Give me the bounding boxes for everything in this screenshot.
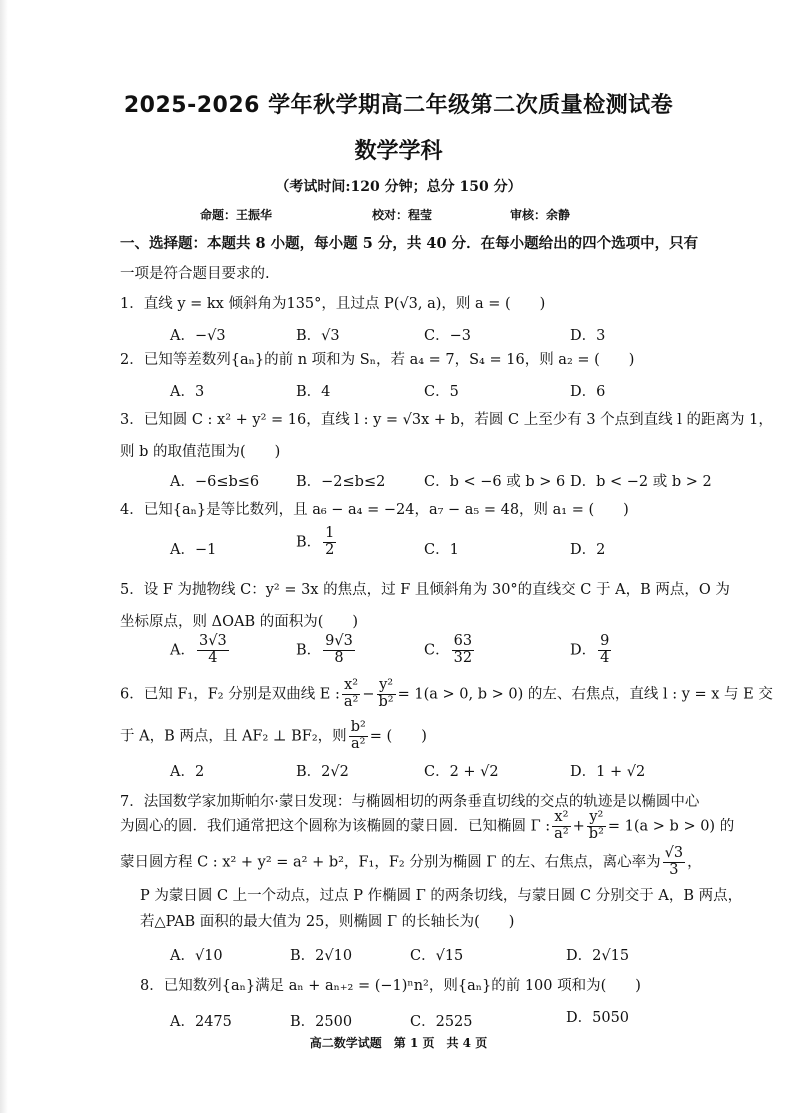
exam-title: 2025-2026 学年秋学期高二年级第二次质量检测试卷 — [123, 93, 674, 118]
q5-option-b-fraction — [323, 634, 355, 667]
q5-stem-line2: 坐标原点，则 ΔOAB 的面积为( ) — [120, 614, 359, 630]
q6-stem-text-b: = 1(a > 0, b > 0) 的左、右焦点，直线 l : y = x 与 E 交 — [397, 686, 773, 703]
section-heading-line1: 一、选择题：本题共 8 小题，每小题 5 分，共 40 分．在每小题给出的四个选项中，只有 — [120, 235, 699, 252]
q6-fraction-y-num: y² — [377, 678, 396, 695]
q3-stem-line1: 3．已知圆 C : x² + y² = 16，直线 l : y = √3x + b，若圆 C 上至少有 3 个点到直线 l 的距离为 1， — [120, 412, 773, 428]
q2-option-d: D．6 — [570, 384, 606, 400]
q6-option-c: C．2 + √2 — [424, 764, 499, 780]
q5-option-d-label: D． — [570, 642, 597, 659]
q7-option-d: D．2√15 — [566, 948, 630, 964]
q6-fraction-ratio — [349, 720, 368, 753]
q6-stem2-text-a: 于 A，B 两点，且 AF₂ ⊥ BF₂，则 — [120, 728, 347, 745]
q6-minus: − — [362, 686, 375, 703]
q7-option-b: B．2√10 — [290, 948, 353, 964]
q7-stem-line4: P 为蒙日圆 C 上一个动点，过点 P 作椭圆 Γ 的两条切线，与蒙日圆 C 分别交于 A，B 两点， — [140, 888, 743, 904]
q3-option-b: B．−2≤b≤2 — [296, 474, 386, 490]
q7-stem3-text-a: 蒙日圆方程 C : x² + y² = a² + b²，F₁，F₂ 分别为椭圆 Γ 的左、右焦点，离心率为 — [120, 854, 661, 871]
q3-option-d: D．b < −2 或 b > 2 — [570, 474, 712, 490]
q7-stem-line5: 若△PAB 面积的最大值为 25，则椭圆 Γ 的长轴长为( ) — [140, 914, 515, 930]
q6-stem-line2 — [120, 720, 427, 753]
q7-fraction-x-den: a² — [554, 825, 569, 842]
q5-option-b — [296, 634, 357, 667]
q7-option-a: A．√10 — [170, 948, 223, 964]
q5-option-b-denominator: 8 — [334, 649, 344, 666]
q4-option-b-numerator: 1 — [325, 525, 335, 541]
scan-edge — [0, 0, 8, 1113]
q3-option-c: C．b < −6 或 b > 6 — [424, 474, 566, 490]
q7-fraction-y — [587, 810, 606, 843]
q6-stem-text-a: 6．已知 F₁，F₂ 分别是双曲线 E : — [120, 686, 340, 703]
section-heading-line2: 一项是符合题目要求的. — [120, 266, 270, 282]
subject-title: 数学学科 — [354, 139, 443, 164]
q4-option-b-denominator: 2 — [325, 541, 335, 558]
q6-fraction-x-den: a² — [343, 693, 359, 710]
setter: 命题：王振华 — [200, 208, 273, 222]
q7-stem-line3 — [120, 846, 702, 879]
q1-option-c: C．−3 — [424, 328, 471, 344]
q7-fraction-e-num: √3 — [664, 845, 684, 861]
q8-option-d: D．5050 — [566, 1010, 630, 1026]
proofreader: 校对：程莹 — [372, 208, 433, 222]
q5-option-a — [170, 634, 231, 667]
q6-fraction-x — [342, 678, 360, 711]
q2-option-b: B．4 — [296, 384, 331, 400]
q7-stem2-text-a: 为圆心的圆．我们通常把这个圆称为该椭圆的蒙日圆．已知椭圆 Γ : — [120, 818, 551, 835]
q7-fraction-y-num: y² — [587, 810, 606, 827]
q6-option-d: D．1 + √2 — [570, 764, 646, 780]
q7-stem2-text-b: = 1(a > b > 0) 的 — [607, 818, 735, 835]
q6-stem-line1 — [120, 678, 773, 711]
q5-stem-line1: 5．设 F 为抛物线 C：y² = 3x 的焦点，过 F 且倾斜角为 30°的直线交 C 于 A，B 两点，O 为 — [120, 582, 730, 598]
q5-option-a-denominator: 4 — [208, 649, 218, 666]
q4-option-d: D．2 — [570, 542, 606, 558]
q2-option-c: C．5 — [424, 384, 459, 400]
q8-stem: 8．已知数列{aₙ}满足 aₙ + aₙ₊₂ = (−1)ⁿn²，则{aₙ}的前 100 项和为( ) — [140, 978, 641, 994]
q8-option-c: C．2525 — [410, 1014, 473, 1030]
q2-option-a: A．3 — [170, 384, 205, 400]
q3-stem-line2: 则 b 的取值范围为( ) — [120, 444, 281, 460]
q8-option-a: A．2475 — [170, 1014, 232, 1030]
q1-stem: 1．直线 y = kx 倾斜角为135°，且过点 P(√3, a)，则 a = ( ) — [120, 296, 546, 312]
q5-option-d-denominator: 4 — [600, 649, 610, 666]
q5-option-a-fraction — [197, 634, 229, 667]
q7-fraction-e — [663, 846, 685, 879]
q7-fraction-x-num: x² — [552, 810, 570, 827]
q7-fraction-e-den: 3 — [669, 861, 679, 878]
q7-stem3-text-b: ， — [687, 854, 702, 871]
q7-plus: + — [572, 818, 585, 835]
q6-stem2-text-b: = ( ) — [369, 728, 427, 745]
reviewer: 审核：余静 — [510, 208, 571, 222]
q4-option-b — [296, 526, 338, 559]
q8-option-b: B．2500 — [290, 1014, 353, 1030]
q7-fraction-x — [552, 810, 570, 843]
q6-fraction-y — [377, 678, 396, 711]
q1-option-d: D．3 — [570, 328, 606, 344]
q6-fraction-ratio-den: a² — [351, 735, 366, 752]
q1-option-b: B．√3 — [296, 328, 340, 344]
q3-option-a: A．−6≤b≤6 — [170, 474, 260, 490]
q6-option-a: A．2 — [170, 764, 205, 780]
q5-option-c-numerator: 63 — [453, 633, 473, 649]
q4-option-b-label: B． — [296, 534, 322, 551]
q4-option-a: A．−1 — [170, 542, 217, 558]
q7-option-c: C．√15 — [410, 948, 464, 964]
q6-fraction-x-num: x² — [342, 678, 360, 695]
q5-option-c — [424, 634, 476, 667]
q1-option-a: A．−√3 — [170, 328, 226, 344]
q5-option-d — [570, 634, 613, 667]
q5-option-a-label: A． — [170, 642, 195, 659]
exam-info: （考试时间:120 分钟；总分 150 分） — [275, 179, 522, 195]
q4-option-b-fraction — [323, 526, 336, 559]
q5-option-c-fraction — [452, 634, 474, 667]
q7-fraction-y-den: b² — [588, 825, 604, 842]
q7-stem-line1: 7．法国数学家加斯帕尔·蒙日发现：与椭圆相切的两条垂直切线的交点的轨迹是以椭圆中心 — [120, 794, 700, 810]
q5-option-d-numerator: 9 — [600, 633, 610, 649]
q5-option-d-fraction — [598, 634, 611, 667]
q5-option-c-denominator: 32 — [453, 649, 473, 666]
q4-stem: 4．已知{aₙ}是等比数列，且 a₆ − a₄ = −24，a₇ − a₅ = 48，则 a₁ = ( ) — [120, 502, 629, 518]
q2-stem: 2．已知等差数列{aₙ}的前 n 项和为 Sₙ，若 a₄ = 7，S₄ = 16，则 a₂ = ( ) — [120, 352, 635, 368]
q5-option-c-label: C． — [424, 642, 450, 659]
q6-fraction-y-den: b² — [378, 693, 394, 710]
page-footer: 高二数学试题 第 1 页 共 4 页 — [309, 1036, 488, 1050]
q7-stem-line2 — [120, 810, 734, 843]
q6-option-b: B．2√2 — [296, 764, 349, 780]
q5-option-a-numerator: 3√3 — [198, 633, 227, 649]
q5-option-b-label: B． — [296, 642, 322, 659]
q6-fraction-ratio-num: b² — [350, 719, 366, 735]
q4-option-c: C．1 — [424, 542, 459, 558]
q5-option-b-numerator: 9√3 — [325, 633, 353, 649]
